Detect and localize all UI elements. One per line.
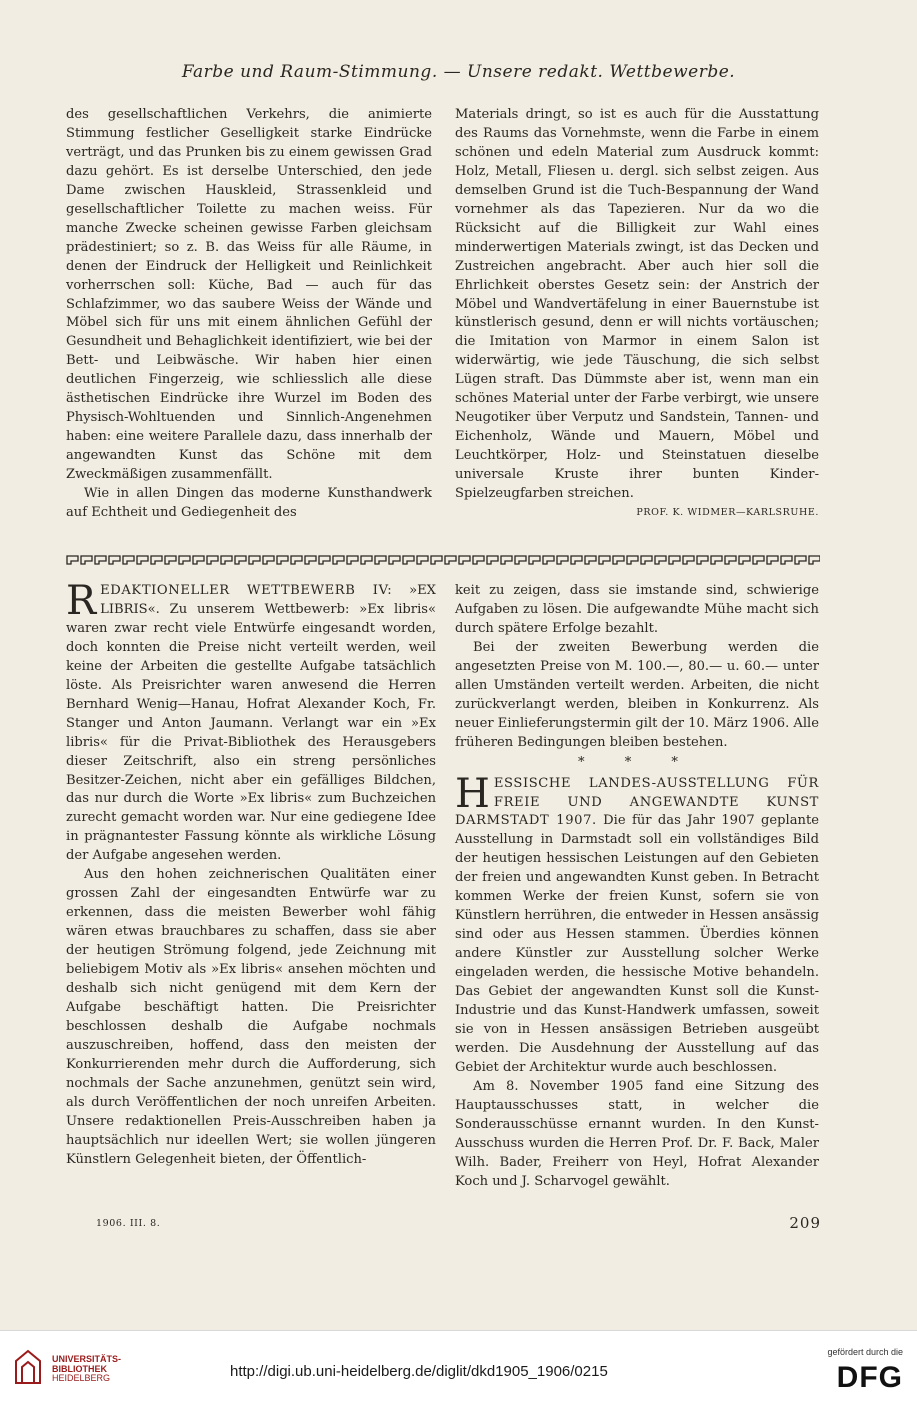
- permalink-url[interactable]: http://digi.ub.uni-heidelberg.de/diglit/dkd1905_1906/0215: [230, 1363, 608, 1380]
- drop-cap: R: [66, 578, 97, 624]
- library-logo-icon[interactable]: [12, 1347, 44, 1387]
- paragraph: Bei der zweiten Bewerbung werden die angesetzten Preise von M. 100.—, 80.— u. 60.— unter allen Umständen verteilt werden. Arbeiten, die nicht zurückverlangt werden, bleiben in Konkurrenz. Als neuer Einlieferungstermin gilt der 10. März 1906. Alle früheren Bedingungen bleiben bestehen.: [455, 639, 819, 750]
- paragraph: [66, 578, 436, 866]
- funding-note: gefördert durch die: [827, 1347, 903, 1357]
- section-separator: * * *: [578, 754, 696, 770]
- paragraph-text: »EX LIBRIS«. Zu unserem Wettbewerb: »Ex libris« waren zwar recht viele Entwürfe eingesandt worden, doch konnten die Preise nicht verteilt werden, weil keine der Arbeiten die gestellte Aufgabe tatsächlich löste. Als Preisrichter waren anwesend die Herren Bernhard Wenig—Hanau, Hofrat Alexander Koch, Fr. Stanger und Anton Jaumann. Verlangt war ein »Ex libris« für die Privat-Bibliothek des Herausgebers dieser Zeitschrift, also ein streng persönliches Besitzer-Zeichen, nicht aber ein gefälliges Bildchen, das nur durch die Worte »Ex libris« zum Buchzeichen zurecht gemacht worden war. Nur eine gediegene Idee in prägnantester Fassung könnte als wirkliche Lösung der Aufgabe angesehen werden.: [66, 583, 436, 864]
- article2-column-left: [66, 578, 436, 1170]
- article2-column-right: [455, 582, 819, 1192]
- issue-marker: 1906. III. 8.: [96, 1218, 161, 1229]
- page-number: 209: [789, 1214, 821, 1232]
- paragraph: Aus den hohen zeichnerischen Qualitäten einer grossen Zahl der eingesandten Entwürfe war zu erkennen, dass die meisten Bewerber wohl fähig wären etwas brauchbares zu schaffen, dass sie aber der heutigen Strömung folgend, jede Zeichnung mit beliebigem Motiv als »Ex libris« ansehen möchten und deshalb sich nicht genügend mit dem Kern der Aufgabe beschäftigt hatten. Die Preisrichter beschlossen deshalb die Aufgabe nochmals auszuschreiben, hoffend, dass den meisten der Konkurrierenden mehr durch die Aufforderung, sich nochmals der Sache anzunehmen, genützt sein wird, als durch Veröffentlichen der noch unreifen Arbeiten. Unsere redaktionellen Preis-Ausschreiben haben ja hauptsächlich nur ideellen Wert; sie wollen jüngeren Künstlern Gelegenheit bieten, der Öffentlich-: [66, 867, 436, 1167]
- section-heading: ESSISCHE LANDES-AUSSTELLUNG FÜR FREIE UND ANGEWANDTE KUNST DARMSTADT 1907.: [455, 775, 819, 829]
- viewer-footer-bar: [0, 1330, 917, 1405]
- article1-column-right: [455, 106, 819, 523]
- section-heading: EDAKTIONELLER WETTBEWERB IV:: [100, 583, 393, 598]
- article1-column-left: [66, 106, 432, 523]
- ornamental-divider: [66, 554, 820, 566]
- paragraph: [455, 770, 819, 1078]
- dfg-logo[interactable]: DFG: [836, 1361, 903, 1394]
- paragraph-text: Die für das Jahr 1907 geplante Ausstellung in Darmstadt soll ein vollständiges Bild der heutigen hessischen Leistungen auf den Gebieten der freien und angewandten Kunst geben. In Betracht kommen Werke der freien Kunst, sofern sie von Künstlern herrühren, die entweder in Hessen ansässig sind oder aus Hessen stammen. Überdies können andere Künstler zur Ausstellung solcher Werke eingeladen werden, die hessische Motive behandeln. Das Gebiet der angewandten Kunst soll die Kunst-Industrie und das Kunst-Handwerk umfassen, soweit sie von in Hessen ansässigen Betrieben ausgeübt werden. Die Ausdehnung der Ausstellung auf das Gebiet der Architektur wurde auch beschlossen.: [455, 813, 819, 1075]
- library-name[interactable]: UNIVERSITÄTS- BIBLIOTHEK HEIDELBERG: [52, 1354, 122, 1383]
- paragraph: Wie in allen Dingen das moderne Kunsthandwerk auf Echtheit und Gediegenheit des: [66, 486, 432, 521]
- running-header: Farbe und Raum-Stimmung. — Unsere redakt. Wettbewerbe.: [181, 62, 736, 82]
- author-signature: PROF. K. WIDMER—KARLSRUHE.: [636, 507, 819, 519]
- paragraph: des gesellschaftlichen Verkehrs, die animierte Stimmung festlicher Geselligkeit starke Eindrücke verträgt, und das Prunken bis zu einem gewissen Grad dazu gehört. Es ist derselbe Unterschied, den jede Dame zwischen Hauskleid, Strassenkleid und gesellschaftlicher Toilette zu machen weiss. Für manche Zwecke scheinen gewisse Farben gleichsam prädestiniert; so z. B. das Weiss für alle Räume, in denen der Eindruck der Helligkeit und Reinlichkeit vorherrschen soll: Küche, Bad — auch für das Schlafzimmer, wo das saubere Weiss der Wände und Möbel sich für uns mit einem ähnlichen Gefühl der Gesundheit und Behaglichkeit identifiziert, wie bei der Bett- und Leibwäsche. Wir haben hier einen deutlichen Fingerzeig, wie schliesslich alle diese ästhetischen Eindrücke ihre Wurzel im Boden des Physisch-Wohltuenden und Sinnlich-Angenehmen haben: eine weitere Parallele dazu, dass innerhalb der angewandten Kunst das Schöne mit dem Zweckmäßigen zusammenfällt.: [66, 107, 432, 483]
- drop-cap: H: [455, 770, 490, 817]
- paragraph: keit zu zeigen, dass sie imstande sind, schwierige Aufgaben zu lösen. Die aufgewandte Mühe macht sich durch spätere Erfolge bezahlt.: [455, 583, 819, 636]
- paragraph: Am 8. November 1905 fand eine Sitzung des Hauptausschusses statt, in welcher die Sonderausschüsse ernannt wurden. In den Kunst-Ausschuss wurden die Herren Prof. Dr. F. Back, Maler Wilh. Bader, Freiherr von Heyl, Hofrat Alexander Koch und J. Scharvogel gewählt.: [455, 1078, 819, 1189]
- paragraph: Materials dringt, so ist es auch für die Ausstattung des Raums das Vornehmste, wenn die Farbe in einem schönen und edeln Material zum Ausdruck kommt: Holz, Metall, Fliesen u. dergl. sich selbst zeigen. Aus demselben Grund ist die Tuch-Bespannung der Wand vornehmer als das Tapezieren. Nur da wo die Rücksicht auf die Billigkeit zur Wahl eines minderwertigen Materials zwingt, ist das Decken und Zustreichen angebracht. Aber auch hier soll die Ehrlichkeit oberstes Gesetz sein: der Anstrich der Möbel und Wandvertäfelung in einer Bauernstube ist künstlerisch gesund, denn er will nichts vortäuschen; die Imitation von Marmor in einem Salon ist widerwärtig, wie jede Täuschung, die sich selbst Lügen straft. Das Dümmste aber ist, wenn man ein schönes Material unter der Farbe verbirgt, wie unsere Neugotiker über Verputz und Sandstein, Tannen- und Eichenholz, Wände und Mauern, Möbel und Leuchtkörper, Holz- und Steinstatuen dieselbe universale Kruste ihrer bunten Kinder-Spielzeugfarben streichen.: [455, 107, 819, 502]
